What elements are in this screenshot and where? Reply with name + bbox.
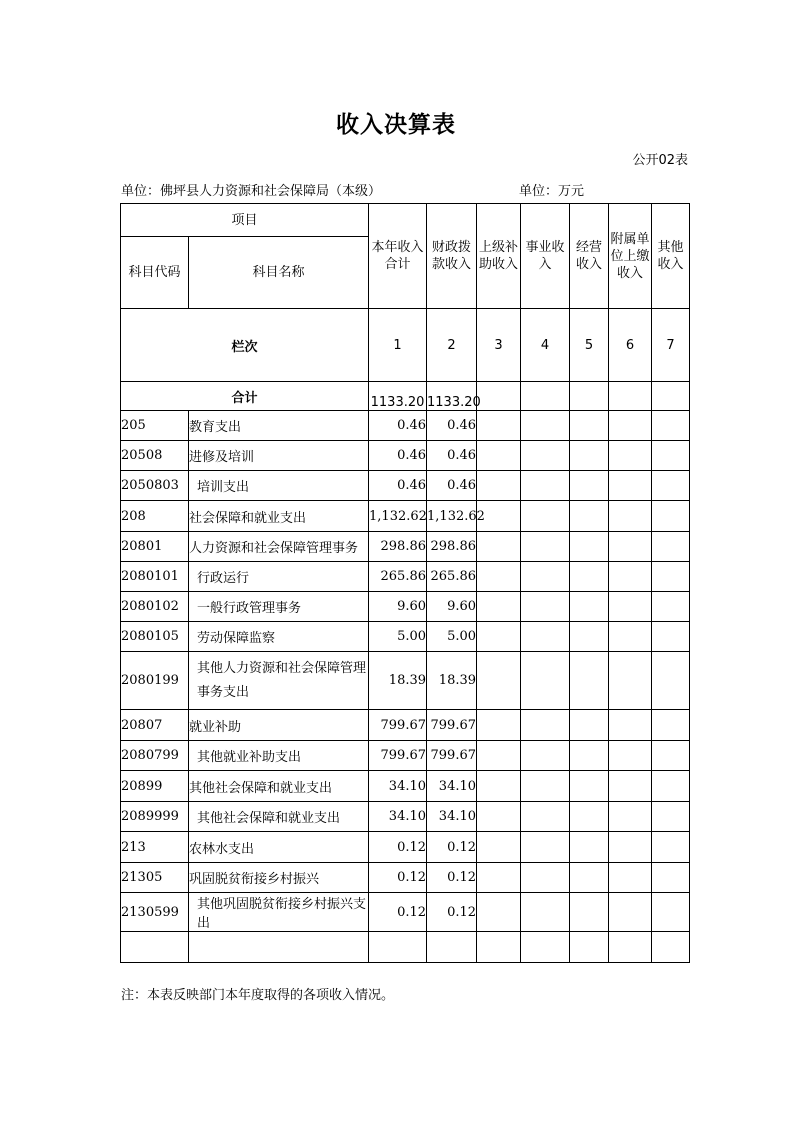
- row-col-2: 799.67: [427, 741, 477, 771]
- row-col-1: 265.86: [369, 562, 427, 592]
- total-label: 合计: [121, 382, 369, 411]
- unit-currency: 单位：万元: [519, 184, 585, 199]
- row-col-2: 9.60: [427, 592, 477, 622]
- table-row: [121, 652, 690, 710]
- table-row: [121, 893, 690, 932]
- row-col-1: 0.12: [369, 832, 427, 863]
- row-col-1: 0.12: [369, 863, 427, 893]
- row-name: 一般行政管理事务: [189, 592, 369, 622]
- table-row: [121, 622, 690, 652]
- row-col-2: 0.46: [427, 441, 477, 471]
- total-col-2: 1133.20: [427, 382, 477, 411]
- table-row: [121, 471, 690, 501]
- row-name: 巩固脱贫衔接乡村振兴: [189, 863, 369, 893]
- row-code: 21305: [121, 863, 189, 893]
- row-name: 进修及培训: [189, 441, 369, 471]
- row-col-2: 5.00: [427, 622, 477, 652]
- table-note: 注：本表反映部门本年度取得的各项收入情况。: [121, 988, 395, 1003]
- row-label: 栏次: [121, 309, 369, 382]
- row-code: 2130599: [121, 893, 189, 932]
- row-name: 社会保障和就业支出: [189, 501, 369, 532]
- table-row: [121, 501, 690, 532]
- row-name: 教育支出: [189, 411, 369, 441]
- row-col-1: 0.46: [369, 441, 427, 471]
- row-name: 就业补助: [189, 710, 369, 741]
- row-code: 2089999: [121, 802, 189, 832]
- row-col-1: 34.10: [369, 771, 427, 802]
- table-row-empty: [121, 932, 690, 963]
- col-number-4: 4: [521, 309, 570, 382]
- row-name: 农林水支出: [189, 832, 369, 863]
- row-col-2: 0.12: [427, 832, 477, 863]
- row-code: 2080102: [121, 592, 189, 622]
- row-col-1: 799.67: [369, 741, 427, 771]
- header-col-2: 财政拨款收入: [427, 204, 477, 309]
- header-col-1: 本年收入合计: [369, 204, 427, 309]
- header-subject-name: 科目名称: [189, 237, 369, 309]
- row-name: 劳动保障监察: [189, 622, 369, 652]
- row-code: 2050803: [121, 471, 189, 501]
- table-row: [121, 863, 690, 893]
- row-col-2: 1,132.62: [427, 501, 477, 532]
- row-col-2: 298.86: [427, 532, 477, 562]
- table-row: [121, 411, 690, 441]
- row-code: 2080105: [121, 622, 189, 652]
- col-number-2: 2: [427, 309, 477, 382]
- table-row: [121, 741, 690, 771]
- table-row: [121, 710, 690, 741]
- table-row: [121, 441, 690, 471]
- row-code: 2080101: [121, 562, 189, 592]
- row-code: 2080799: [121, 741, 189, 771]
- page-title: 收入决算表: [336, 112, 456, 138]
- table-row: [121, 771, 690, 802]
- col-number-5: 5: [570, 309, 609, 382]
- row-name: 其他巩固脱贫衔接乡村振兴支出: [189, 893, 369, 932]
- table-row: [121, 832, 690, 863]
- col-number-1: 1: [369, 309, 427, 382]
- row-name: 人力资源和社会保障管理事务: [189, 532, 369, 562]
- row-code: 20899: [121, 771, 189, 802]
- unit-organization: 单位：佛坪县人力资源和社会保障局（本级）: [121, 184, 382, 199]
- row-col-2: 34.10: [427, 771, 477, 802]
- row-col-1: 18.39: [369, 652, 427, 710]
- row-name: 其他就业补助支出: [189, 741, 369, 771]
- row-col-2: 265.86: [427, 562, 477, 592]
- row-col-1: 0.46: [369, 471, 427, 501]
- row-col-1: 9.60: [369, 592, 427, 622]
- header-col-7: 其他收入: [652, 204, 690, 309]
- row-col-1: 5.00: [369, 622, 427, 652]
- row-code: 2080199: [121, 652, 189, 710]
- col-number-7: 7: [652, 309, 690, 382]
- table-row: [121, 562, 690, 592]
- row-name: 其他社会保障和就业支出: [189, 802, 369, 832]
- header-col-3: 上级补助收入: [477, 204, 521, 309]
- row-code: 213: [121, 832, 189, 863]
- row-col-2: 0.12: [427, 863, 477, 893]
- row-code: 208: [121, 501, 189, 532]
- header-col-4: 事业收入: [521, 204, 570, 309]
- row-col-2: 18.39: [427, 652, 477, 710]
- table-row: [121, 802, 690, 832]
- header-project: 项目: [121, 204, 369, 237]
- form-code: 公开02表: [632, 153, 688, 168]
- row-col-1: 0.12: [369, 893, 427, 932]
- row-code: 20508: [121, 441, 189, 471]
- row-code: 205: [121, 411, 189, 441]
- header-subject-code: 科目代码: [121, 237, 189, 309]
- row-code: 20801: [121, 532, 189, 562]
- row-code: 20807: [121, 710, 189, 741]
- row-col-1: 0.46: [369, 411, 427, 441]
- row-col-1: 799.67: [369, 710, 427, 741]
- table-row: [121, 592, 690, 622]
- row-name: 行政运行: [189, 562, 369, 592]
- row-col-2: 0.46: [427, 471, 477, 501]
- col-number-3: 3: [477, 309, 521, 382]
- row-col-1: 1,132.62: [369, 501, 427, 532]
- total-col-1: 1133.20: [369, 382, 427, 411]
- row-col-2: 799.67: [427, 710, 477, 741]
- header-col-6: 附属单位上缴收入: [609, 204, 652, 309]
- table-row: [121, 532, 690, 562]
- income-table: [120, 203, 690, 963]
- row-name: 其他人力资源和社会保障管理事务支出: [189, 652, 369, 710]
- row-col-2: 34.10: [427, 802, 477, 832]
- header-col-5: 经营收入: [570, 204, 609, 309]
- row-col-2: 0.46: [427, 411, 477, 441]
- row-name: 培训支出: [189, 471, 369, 501]
- row-col-2: 0.12: [427, 893, 477, 932]
- col-number-6: 6: [609, 309, 652, 382]
- row-col-1: 298.86: [369, 532, 427, 562]
- row-col-1: 34.10: [369, 802, 427, 832]
- row-name: 其他社会保障和就业支出: [189, 771, 369, 802]
